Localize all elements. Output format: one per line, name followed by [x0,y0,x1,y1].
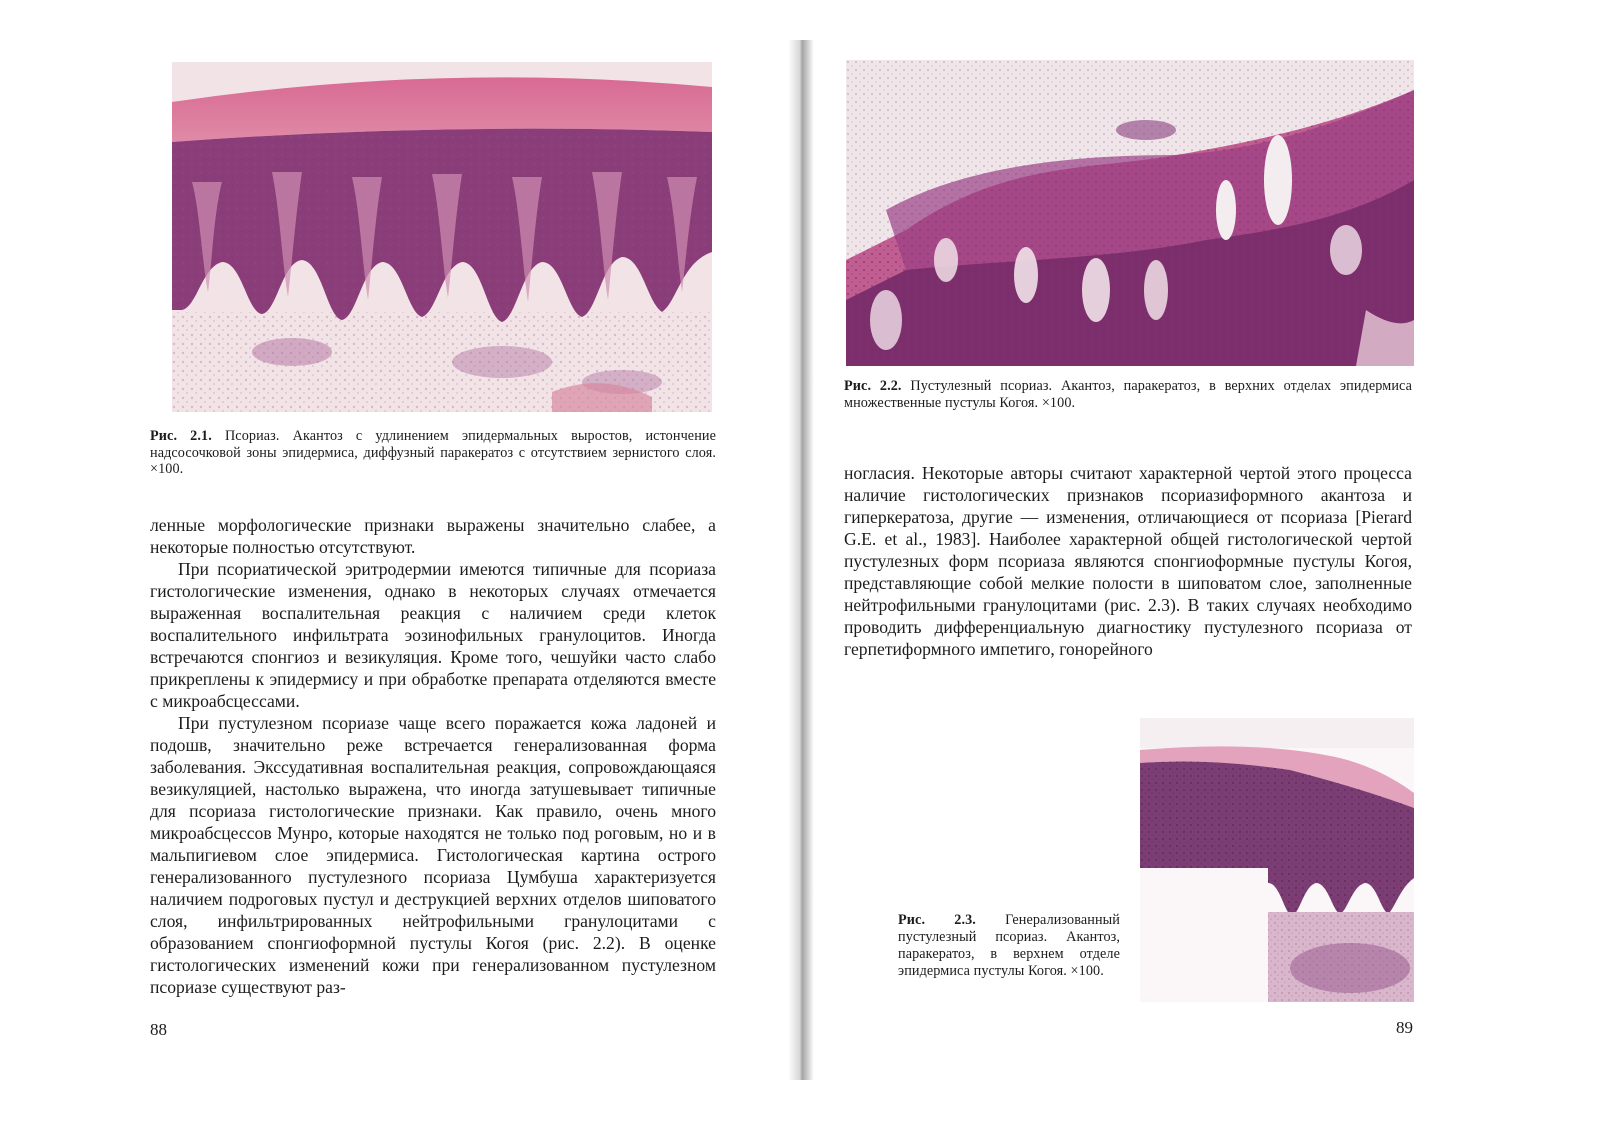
page-number-left: 88 [150,1020,167,1039]
figure-2-3-label: Рис. 2.3. [898,912,976,928]
left-page-body [150,514,716,998]
paragraph: ленные морфологические признаки выражены значительно слабее, а некоторые полностью отсутствуют. [150,515,716,557]
figure-2-3-text: Генерализованный пустулезный псориаз. Акантоз, паракератоз, в верхнем отделе эпидермиса пустулы Когоя. ×100. [898,912,1120,979]
book-gutter [788,40,814,1080]
paragraph: При пустулезном псориазе чаще всего поражается кожа ладоней и подошв, значительно реже встречается генерализованная форма заболевания. Экссудативная воспалительная реакция, сопровождающаяся везикуляцией, настолько выражена, что иногда затушевывает типичные для псориаза гистологические признаки. Как правило, очень много микроабсцессов Мунро, которые находятся не только под роговым, но и в мальпигиевом слое эпидермиса. Гистологическая картина острого генерализованного пустулезного псориаза Цумбуша характеризуется наличием подроговых пустул и деструкцией верхних отделов шиповатого слоя, инфильтрированных нейтрофильными гранулоцитами с образованием спонгиоформной пустулы Когоя (рис. 2.2). В оценке гистологических изменений кожи при генерализованном пустулезном псориазе существуют раз- [150,713,716,997]
figure-2-3-caption [898,912,1120,980]
figure-2-2-caption [844,378,1412,411]
right-page-body [844,462,1412,660]
figure-2-1-micrograph [172,62,712,412]
figure-2-2-text: Пустулезный псориаз. Акантоз, паракератоз, в верхних отделах эпидермиса множественные пустулы Когоя. ×100. [844,378,1412,411]
figure-2-3-micrograph [1140,718,1414,1002]
figure-2-2-micrograph [846,60,1414,366]
figure-2-1-text: Псориаз. Акантоз с удлинением эпидермальных выростов, истончение надсосочковой зоны эпидермиса, диффузный паракератоз с отсутствием зернистого слоя. ×100. [150,428,716,477]
figure-2-1-caption [150,428,716,478]
figure-2-2-label: Рис. 2.2. [844,378,902,394]
page-number-right: 89 [1396,1018,1413,1037]
paragraph: ногласия. Некоторые авторы считают характерной чертой этого процесса наличие гистологических признаков псориазиформного акантоза и гиперкератоза, другие — изменения, отличающиеся от псориаза [Pierard G.E. et al., 1983]. Наиболее характерной общей гистологической чертой пустулезных форм псориаза являются спонгиоформные пустулы Когоя, представляющие собой мелкие полости в шиповатом слое, заполненные нейтрофильными гранулоцитами (рис. 2.3). В таких случаях необходимо проводить дифференциальную диагностику пустулезного псориаза от герпетиформного импетиго, гонорейного [844,463,1412,659]
paragraph: При псориатической эритродермии имеются типичные для псориаза гистологические изменения, однако в некоторых случаях отмечается выраженная воспалительная реакция с наличием среди клеток воспалительного инфильтрата эозинофильных гранулоцитов. Иногда встречаются спонгиоз и везикуляция. Кроме того, чешуйки часто слабо прикреплены к эпидермису и при обработке препарата отделяются вместе с микроабсцессами. [150,559,716,711]
figure-2-1-label: Рис. 2.1. [150,428,212,444]
